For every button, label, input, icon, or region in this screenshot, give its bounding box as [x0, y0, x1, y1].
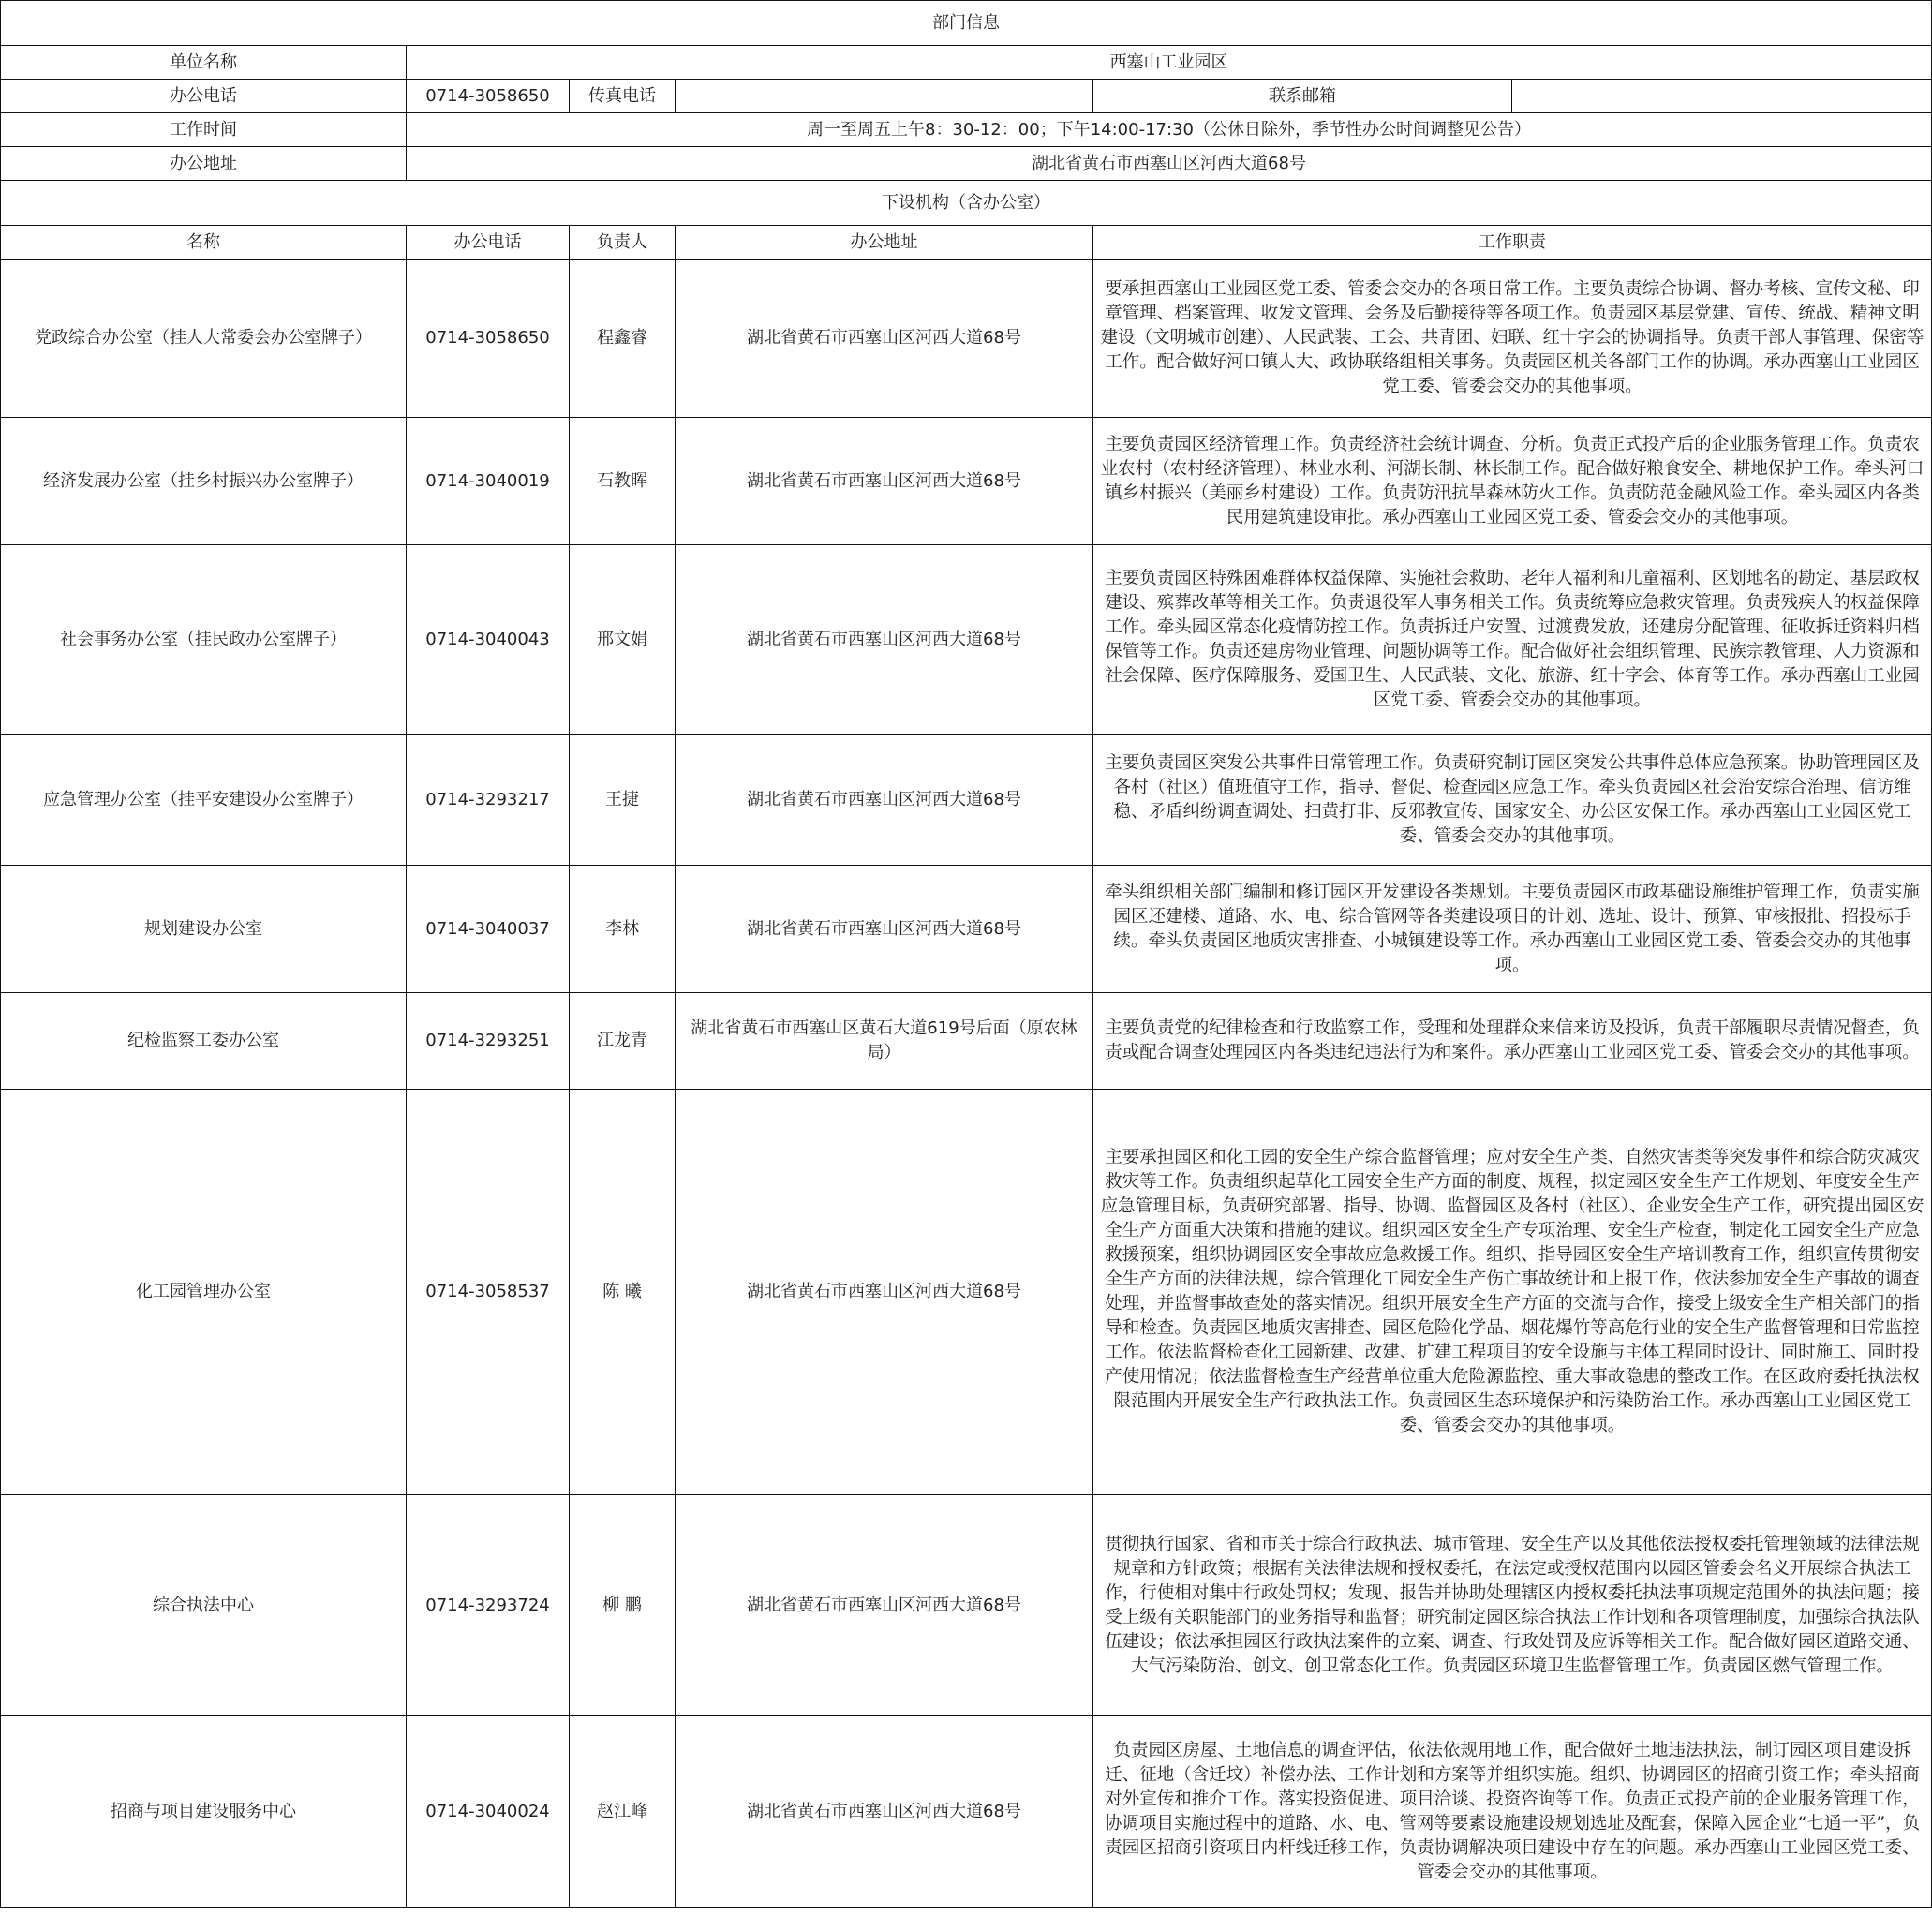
table-row [1, 735, 1932, 866]
hours-label: 工作时间 [1, 113, 407, 147]
subunit-phone: 0714-3293251 [407, 993, 570, 1090]
subunits-header-row [1, 226, 1932, 260]
subunit-address: 湖北省黄石市西塞山区河西大道68号 [676, 260, 1093, 418]
column-header-duties: 工作职责 [1093, 226, 1932, 260]
table-row [1, 1495, 1932, 1716]
subunit-address: 湖北省黄石市西塞山区河西大道68号 [676, 866, 1093, 993]
subunit-head: 石教晖 [570, 418, 676, 545]
subunit-duties: 主要负责园区经济管理工作。负责经济社会统计调查、分析。负责正式投产后的企业服务管理工作。负责农业农村（农村经济管理）、林业水利、河湖长制、林长制工作。配合做好粮食安全、耕地保护工作。牵头河口镇乡村振兴（美丽乡村建设）工作。负责防汛抗旱森林防火工作。负责防范金融风险工作。牵头园区内各类民用建筑建设审批。承办西塞山工业园区党工委、管委会交办的其他事项。 [1093, 418, 1932, 545]
contact-row [1, 80, 1932, 113]
subunit-head: 王捷 [570, 735, 676, 866]
subunit-duties: 负责园区房屋、土地信息的调查评估，依法依规用地工作，配合做好土地违法执法，制订园区项目建设拆迁、征地（含迁坟）补偿办法、工作计划和方案等并组织实施。组织、协调园区的招商引资工作；牵头招商对外宣传和推介工作。落实投资促进、项目洽谈、投资咨询等工作。负责正式投产前的企业服务管理工作，协调项目实施过程中的道路、水、电、管网等要素设施建设规划选址及配套，保障入园企业“七通一平”，负责园区招商引资项目内杆线迁移工作，负责协调解决项目建设中存在的问题。承办西塞山工业园区党工委、管委会交办的其他事项。 [1093, 1716, 1932, 1908]
subunit-phone: 0714-3058537 [407, 1090, 570, 1495]
table-title-row [1, 1, 1932, 46]
subunit-name: 社会事务办公室（挂民政办公室牌子） [1, 545, 407, 735]
subunit-address: 湖北省黄石市西塞山区河西大道68号 [676, 1716, 1093, 1908]
email-value [1512, 80, 1932, 113]
table-row [1, 866, 1932, 993]
email-label: 联系邮箱 [1093, 80, 1512, 113]
unit-name-row [1, 46, 1932, 80]
column-header-phone: 办公电话 [407, 226, 570, 260]
subunits-title: 下设机构（含办公室） [1, 181, 1932, 226]
subunit-address: 湖北省黄石市西塞山区河西大道68号 [676, 418, 1093, 545]
subunit-phone: 0714-3293724 [407, 1495, 570, 1716]
subunit-address: 湖北省黄石市西塞山区河西大道68号 [676, 545, 1093, 735]
subunit-address: 湖北省黄石市西塞山区河西大道68号 [676, 735, 1093, 866]
table-row [1, 418, 1932, 545]
table-row [1, 1716, 1932, 1908]
subunit-name: 化工园管理办公室 [1, 1090, 407, 1495]
table-row [1, 260, 1932, 418]
subunit-name: 党政综合办公室（挂人大常委会办公室牌子） [1, 260, 407, 418]
subunit-duties: 牵头组织相关部门编制和修订园区开发建设各类规划。主要负责园区市政基础设施维护管理工作，负责实施园区还建楼、道路、水、电、综合管网等各类建设项目的计划、选址、设计、预算、审核报批、招投标手续。牵头负责园区地质灾害排查、小城镇建设等工作。承办西塞山工业园区党工委、管委会交办的其他事项。 [1093, 866, 1932, 993]
subunit-duties: 主要承担园区和化工园的安全生产综合监督管理；应对安全生产类、自然灾害类等突发事件和综合防灾减灾救灾等工作。负责组织起草化工园安全生产方面的制度、规程，拟定园区安全生产工作规划、年度安全生产应急管理目标，负责研究部署、指导、协调、监督园区及各村（社区）、企业安全生产工作，研究提出园区安全生产方面重大决策和措施的建议。组织园区安全生产专项治理、安全生产检查，制定化工园安全生产应急救援预案，组织协调园区安全事故应急救援工作。组织、指导园区安全生产培训教育工作，组织宣传贯彻安全生产方面的法律法规，综合管理化工园安全生产伤亡事故统计和上报工作，依法参加安全生产事故的调查处理，并监督事故查处的落实情况。组织开展安全生产方面的交流与合作，接受上级安全生产相关部门的指导和检查。负责园区地质灾害排查、园区危险化学品、烟花爆竹等高危行业的安全生产监督管理和日常监控工作。依法监督检查化工园新建、改建、扩建工程项目的安全设施与主体工程同时设计、同时施工、同时投产使用情况；依法监督检查生产经营单位重大危险源监控、重大事故隐患的整改工作。在区政府委托执法权限范围内开展安全生产行政执法工作。负责园区生态环境保护和污染防治工作。承办西塞山工业园区党工委、管委会交办的其他事项。 [1093, 1090, 1932, 1495]
address-row [1, 147, 1932, 181]
subunits-title-row [1, 181, 1932, 226]
subunit-duties: 主要负责党的纪律检查和行政监察工作，受理和处理群众来信来访及投诉，负责干部履职尽责情况督查，负责或配合调查处理园区内各类违纪违法行为和案件。承办西塞山工业园区党工委、管委会交办的其他事项。 [1093, 993, 1932, 1090]
subunit-phone: 0714-3040019 [407, 418, 570, 545]
subunit-duties: 贯彻执行国家、省和市关于综合行政执法、城市管理、安全生产以及其他依法授权委托管理领域的法律法规规章和方针政策；根据有关法律法规和授权委托，在法定或授权范围内以园区管委会名义开展综合执法工作，行使相对集中行政处罚权；发现、报告并协助处理辖区内授权委托执法事项规定范围外的执法问题；接受上级有关职能部门的业务指导和监督；研究制定园区综合执法工作计划和各项管理制度，加强综合执法队伍建设；依法承担园区行政执法案件的立案、调查、行政处罚及应诉等相关工作。配合做好园区道路交通、大气污染防治、创文、创卫常态化工作。负责园区环境卫生监督管理工作。负责园区燃气管理工作。 [1093, 1495, 1932, 1716]
subunit-head: 赵江峰 [570, 1716, 676, 1908]
subunit-head: 程鑫睿 [570, 260, 676, 418]
subunit-name: 规划建设办公室 [1, 866, 407, 993]
column-header-name: 名称 [1, 226, 407, 260]
subunit-phone: 0714-3040024 [407, 1716, 570, 1908]
subunit-address: 湖北省黄石市西塞山区河西大道68号 [676, 1090, 1093, 1495]
office-phone-label: 办公电话 [1, 80, 407, 113]
hours-value: 周一至周五上午8：30-12：00；下午14:00-17:30（公休日除外，季节性办公时间调整见公告） [407, 113, 1932, 147]
subunit-phone: 0714-3040037 [407, 866, 570, 993]
subunit-name: 应急管理办公室（挂平安建设办公室牌子） [1, 735, 407, 866]
fax-value [676, 80, 1093, 113]
table-row [1, 1090, 1932, 1495]
table-title: 部门信息 [1, 1, 1932, 46]
subunit-address: 湖北省黄石市西塞山区黄石大道619号后面（原农林局） [676, 993, 1093, 1090]
subunit-head: 柳 鹏 [570, 1495, 676, 1716]
fax-label: 传真电话 [570, 80, 676, 113]
office-phone-value: 0714-3058650 [407, 80, 570, 113]
column-header-address: 办公地址 [676, 226, 1093, 260]
unit-name-value: 西塞山工业园区 [407, 46, 1932, 80]
subunit-head: 李林 [570, 866, 676, 993]
hours-row [1, 113, 1932, 147]
subunit-phone: 0714-3058650 [407, 260, 570, 418]
table-row [1, 993, 1932, 1090]
subunit-name: 综合执法中心 [1, 1495, 407, 1716]
subunit-address: 湖北省黄石市西塞山区河西大道68号 [676, 1495, 1093, 1716]
unit-name-label: 单位名称 [1, 46, 407, 80]
subunit-name: 纪检监察工委办公室 [1, 993, 407, 1090]
address-value: 湖北省黄石市西塞山区河西大道68号 [407, 147, 1932, 181]
subunit-name: 招商与项目建设服务中心 [1, 1716, 407, 1908]
subunit-duties: 主要负责园区特殊困难群体权益保障、实施社会救助、老年人福利和儿童福利、区划地名的勘定、基层政权建设、殡葬改革等相关工作。负责退役军人事务相关工作。负责统筹应急救灾管理。负责残疾人的权益保障工作。牵头园区常态化疫情防控工作。负责拆迁户安置、过渡费发放，还建房分配管理、征收拆迁资料归档保管等工作。负责还建房物业管理、问题协调等工作。配合做好社会组织管理、民族宗教管理、人力资源和社会保障、医疗保障服务、爱国卫生、人民武装、文化、旅游、红十字会、体育等工作。承办西塞山工业园区党工委、管委会交办的其他事项。 [1093, 545, 1932, 735]
subunit-head: 江龙青 [570, 993, 676, 1090]
subunit-head: 邢文娟 [570, 545, 676, 735]
column-header-head: 负责人 [570, 226, 676, 260]
table-row [1, 545, 1932, 735]
address-label: 办公地址 [1, 147, 407, 181]
subunit-duties: 要承担西塞山工业园区党工委、管委会交办的各项日常工作。主要负责综合协调、督办考核、宣传文秘、印章管理、档案管理、收发文管理、会务及后勤接待等各项工作。负责园区基层党建、宣传、统战、精神文明建设（文明城市创建）、人民武装、工会、共青团、妇联、红十字会的协调指导。负责干部人事管理、保密等工作。配合做好河口镇人大、政协联络组相关事务。负责园区机关各部门工作的协调。承办西塞山工业园区党工委、管委会交办的其他事项。 [1093, 260, 1932, 418]
subunit-phone: 0714-3040043 [407, 545, 570, 735]
subunit-name: 经济发展办公室（挂乡村振兴办公室牌子） [1, 418, 407, 545]
subunit-head: 陈 曦 [570, 1090, 676, 1495]
subunit-duties: 主要负责园区突发公共事件日常管理工作。负责研究制订园区突发公共事件总体应急预案。协助管理园区及各村（社区）值班值守工作，指导、督促、检查园区应急工作。牵头负责园区社会治安综合治理、信访维稳、矛盾纠纷调查调处、扫黄打非、反邪教宣传、国家安全、办公区安保工作。承办西塞山工业园区党工委、管委会交办的其他事项。 [1093, 735, 1932, 866]
subunit-phone: 0714-3293217 [407, 735, 570, 866]
